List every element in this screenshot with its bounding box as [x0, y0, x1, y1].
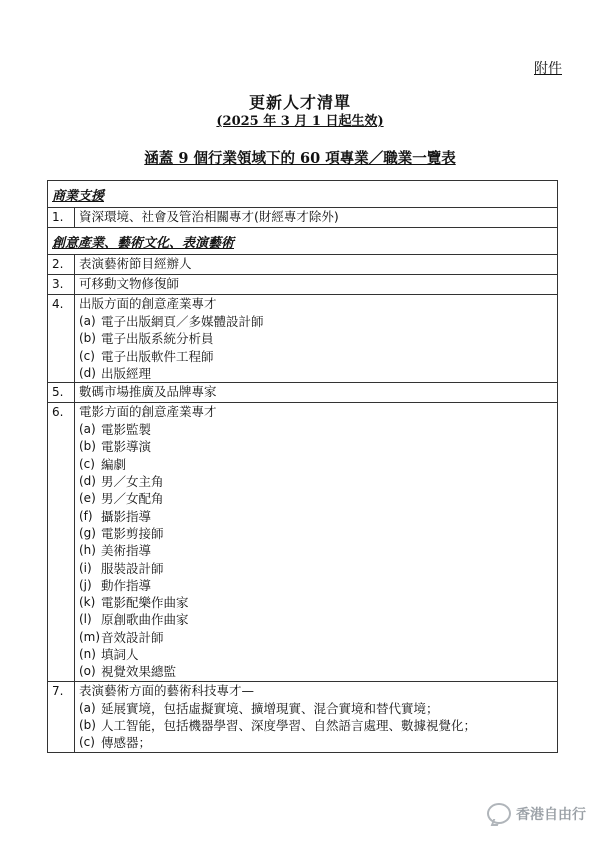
- row-content: [75, 255, 558, 275]
- list-item: [79, 594, 553, 611]
- list-item: [79, 348, 553, 365]
- section-header: [48, 181, 558, 208]
- item-text: 美術指導: [101, 543, 152, 559]
- item-letter: (f): [79, 508, 93, 523]
- row-content: [75, 208, 558, 228]
- talent-list-table: [47, 180, 558, 753]
- item-letter: (a): [79, 700, 96, 715]
- item-letter: (m): [79, 629, 101, 644]
- list-item: [79, 330, 553, 347]
- item-text: 電影配樂作曲家: [101, 595, 189, 611]
- item-letter: (b): [79, 717, 96, 732]
- list-item: [79, 525, 553, 542]
- item-letter: (c): [79, 735, 95, 750]
- item-letter: (b): [79, 331, 96, 346]
- list-item: [79, 313, 553, 330]
- profession-title: 表演藝術方面的藝術科技專才—: [79, 682, 255, 698]
- annex-label: 附件: [534, 61, 562, 77]
- profession-title: 表演藝術節目經辦人: [79, 256, 192, 271]
- item-letter: (k): [79, 595, 96, 610]
- item-letter: (c): [79, 456, 95, 471]
- row-number: 7.: [48, 681, 75, 752]
- item-letter: (h): [79, 543, 96, 558]
- item-text: 攝影指導: [101, 508, 152, 524]
- row-content: [75, 295, 558, 383]
- list-item: [79, 663, 553, 680]
- table-row: [48, 208, 558, 228]
- item-letter: (g): [79, 525, 96, 540]
- item-text: 人工智能，包括機器學習、深度學習、自然語言處理、數據視覺化；: [101, 717, 477, 733]
- table-row: [48, 255, 558, 275]
- item-text: 電子出版軟件工程師: [101, 348, 214, 364]
- list-item: [79, 490, 553, 507]
- item-text: 服裝設計師: [101, 560, 164, 576]
- list-item: [79, 646, 553, 663]
- item-text: 傳感器；: [101, 735, 152, 751]
- item-text: 電子出版系統分析員: [101, 331, 214, 347]
- item-letter: (o): [79, 664, 96, 679]
- item-letter: (c): [79, 348, 95, 363]
- row-number: 6.: [48, 403, 75, 681]
- table-row: [48, 681, 558, 752]
- list-item: [79, 629, 553, 646]
- item-text: 填詞人: [101, 647, 139, 663]
- row-number: 2.: [48, 255, 75, 275]
- profession-title: 資深環境、社會及管治相關專才(財經專才除外): [79, 209, 339, 224]
- table-row: [48, 295, 558, 383]
- row-content: [75, 275, 558, 295]
- table-row: [48, 403, 558, 681]
- profession-title: 出版方面的創意產業專才: [79, 296, 217, 311]
- item-text: 動作指導: [101, 577, 152, 593]
- row-number: 5.: [48, 383, 75, 403]
- list-item: [79, 717, 553, 734]
- item-text: 電影監製: [101, 422, 152, 438]
- list-item: [79, 508, 553, 525]
- item-letter: (d): [79, 474, 96, 489]
- profession-title: 數碼市場推廣及品牌專家: [79, 384, 217, 400]
- chat-bubble-icon: [487, 803, 511, 824]
- section-title: 商業支援: [48, 181, 558, 208]
- item-letter: (i): [79, 560, 92, 575]
- item-text: 原創歌曲作曲家: [101, 612, 189, 628]
- item-text: 視覺效果總監: [101, 664, 177, 680]
- section-header: [48, 228, 558, 255]
- list-item: [79, 734, 553, 751]
- item-letter: (d): [79, 365, 96, 380]
- row-number: 1.: [48, 208, 75, 228]
- profession-title: 可移動文物修復師: [79, 276, 180, 291]
- list-item: [79, 473, 553, 490]
- item-text: 男／女主角: [101, 474, 164, 490]
- item-text: 電子出版網頁／多媒體設計師: [101, 314, 264, 329]
- item-letter: (n): [79, 647, 96, 662]
- row-content: [75, 383, 558, 403]
- list-item: [79, 421, 553, 438]
- list-item: [79, 560, 553, 577]
- list-heading: 涵蓋 9 個行業領域下的 60 項專業／職業一覽表: [144, 150, 456, 167]
- list-item: [79, 438, 553, 455]
- list-item: [79, 542, 553, 559]
- item-letter: (j): [79, 577, 92, 592]
- item-text: 男／女配角: [101, 491, 164, 507]
- list-item: [79, 611, 553, 628]
- document-title: 更新人才清單: [248, 93, 351, 112]
- profession-title: 電影方面的創意產業專才: [79, 404, 217, 420]
- section-title: 創意產業、藝術文化、表演藝術: [48, 228, 558, 255]
- list-item: [79, 365, 553, 382]
- list-item: [79, 700, 553, 717]
- effective-date: (2025 年 3 月 1 日起生效): [216, 114, 384, 129]
- item-text: 音效設計師: [101, 629, 164, 645]
- list-item: [79, 456, 553, 473]
- watermark: [487, 803, 586, 824]
- item-text: 編劇: [101, 456, 127, 472]
- row-content: [75, 403, 558, 681]
- item-letter: (a): [79, 314, 96, 328]
- row-number: 4.: [48, 295, 75, 383]
- item-text: 出版經理: [101, 365, 152, 381]
- item-letter: (e): [79, 491, 96, 506]
- item-letter: (l): [79, 612, 92, 627]
- item-letter: (b): [79, 439, 96, 454]
- row-number: 3.: [48, 275, 75, 295]
- watermark-text: 香港自由行: [516, 806, 586, 823]
- row-content: [75, 681, 558, 752]
- table-row: [48, 383, 558, 403]
- table-row: [48, 275, 558, 295]
- item-text: 電影導演: [101, 439, 152, 455]
- list-item: [79, 577, 553, 594]
- item-letter: (a): [79, 422, 96, 437]
- item-text: 電影剪接師: [101, 525, 164, 541]
- item-text: 延展實境，包括虛擬實境、擴增現實、混合實境和替代實境；: [101, 700, 439, 716]
